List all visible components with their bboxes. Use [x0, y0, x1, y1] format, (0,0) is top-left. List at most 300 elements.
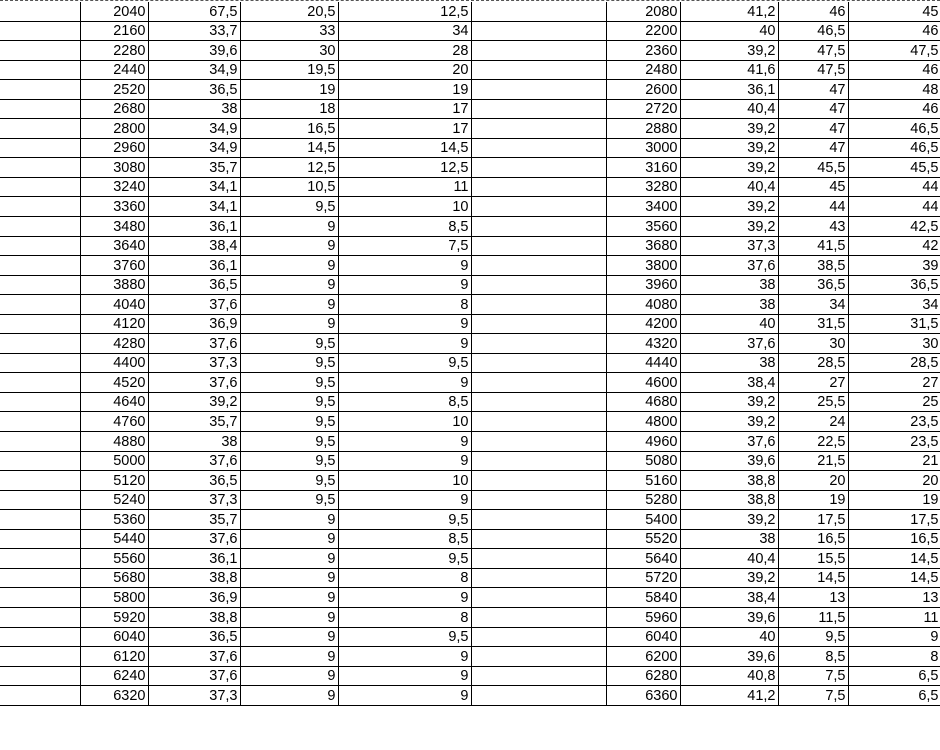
table-cell[interactable]: 28,5 [778, 353, 848, 373]
table-cell[interactable]: 37,6 [148, 295, 240, 315]
table-cell[interactable]: 4520 [80, 373, 148, 393]
table-cell[interactable]: 14,5 [778, 568, 848, 588]
table-cell[interactable]: 4440 [606, 353, 680, 373]
table-cell[interactable]: 10 [338, 471, 471, 491]
table-cell[interactable]: 38,4 [148, 236, 240, 256]
table-cell[interactable]: 5360 [80, 510, 148, 530]
table-cell[interactable]: 5840 [606, 588, 680, 608]
empty-cell[interactable] [0, 99, 80, 119]
table-cell[interactable]: 30 [240, 41, 338, 61]
empty-cell[interactable] [471, 177, 606, 197]
table-cell[interactable]: 38 [148, 99, 240, 119]
table-cell[interactable]: 22,5 [778, 432, 848, 452]
table-cell[interactable]: 9 [240, 588, 338, 608]
table-cell[interactable]: 39,6 [148, 41, 240, 61]
table-cell[interactable]: 9,5 [240, 353, 338, 373]
table-cell[interactable]: 17,5 [778, 510, 848, 530]
table-cell[interactable]: 9 [240, 666, 338, 686]
table-cell[interactable]: 44 [848, 177, 940, 197]
table-cell[interactable]: 3080 [80, 158, 148, 178]
table-cell[interactable]: 5920 [80, 607, 148, 627]
table-cell[interactable]: 38,4 [680, 588, 778, 608]
table-cell[interactable]: 12,5 [338, 158, 471, 178]
empty-cell[interactable] [0, 686, 80, 706]
table-cell[interactable]: 4680 [606, 392, 680, 412]
table-cell[interactable]: 27 [848, 373, 940, 393]
table-cell[interactable]: 10 [338, 412, 471, 432]
table-cell[interactable]: 9 [240, 295, 338, 315]
table-cell[interactable]: 47,5 [848, 41, 940, 61]
table-cell[interactable]: 13 [778, 588, 848, 608]
table-cell[interactable]: 9 [338, 451, 471, 471]
table-cell[interactable]: 47 [778, 119, 848, 139]
table-cell[interactable]: 9 [338, 666, 471, 686]
table-cell[interactable]: 9 [338, 686, 471, 706]
table-cell[interactable]: 6,5 [848, 666, 940, 686]
table-cell[interactable]: 3480 [80, 217, 148, 237]
table-cell[interactable]: 45,5 [848, 158, 940, 178]
empty-cell[interactable] [0, 373, 80, 393]
empty-cell[interactable] [471, 217, 606, 237]
table-cell[interactable]: 9,5 [338, 549, 471, 569]
table-cell[interactable]: 37,6 [148, 647, 240, 667]
table-cell[interactable]: 19 [240, 80, 338, 100]
table-cell[interactable]: 48 [848, 80, 940, 100]
empty-cell[interactable] [0, 334, 80, 354]
table-cell[interactable]: 36,1 [148, 217, 240, 237]
table-cell[interactable]: 3800 [606, 256, 680, 276]
empty-cell[interactable] [0, 295, 80, 315]
table-cell[interactable]: 12,5 [338, 2, 471, 21]
table-cell[interactable]: 28,5 [848, 353, 940, 373]
table-cell[interactable]: 9 [338, 256, 471, 276]
empty-cell[interactable] [0, 236, 80, 256]
table-cell[interactable]: 14,5 [338, 138, 471, 158]
table-cell[interactable]: 25 [848, 392, 940, 412]
empty-cell[interactable] [0, 177, 80, 197]
table-cell[interactable]: 45 [848, 2, 940, 21]
empty-cell[interactable] [471, 158, 606, 178]
table-cell[interactable]: 10,5 [240, 177, 338, 197]
table-cell[interactable]: 9 [338, 334, 471, 354]
table-cell[interactable]: 9,5 [240, 334, 338, 354]
table-cell[interactable]: 33 [240, 21, 338, 41]
table-cell[interactable]: 4880 [80, 432, 148, 452]
table-cell[interactable]: 9 [338, 373, 471, 393]
table-cell[interactable]: 8,5 [338, 529, 471, 549]
empty-cell[interactable] [471, 432, 606, 452]
table-cell[interactable]: 6200 [606, 647, 680, 667]
table-cell[interactable]: 39,2 [680, 510, 778, 530]
empty-cell[interactable] [0, 353, 80, 373]
table-cell[interactable]: 11 [848, 607, 940, 627]
table-cell[interactable]: 9,5 [240, 392, 338, 412]
table-cell[interactable]: 3680 [606, 236, 680, 256]
table-cell[interactable]: 36,5 [148, 80, 240, 100]
empty-cell[interactable] [0, 80, 80, 100]
table-cell[interactable]: 9,5 [240, 412, 338, 432]
table-cell[interactable]: 5080 [606, 451, 680, 471]
table-cell[interactable]: 4400 [80, 353, 148, 373]
table-cell[interactable]: 2720 [606, 99, 680, 119]
table-cell[interactable]: 8,5 [778, 647, 848, 667]
table-cell[interactable]: 5960 [606, 607, 680, 627]
table-cell[interactable]: 5120 [80, 471, 148, 491]
empty-cell[interactable] [0, 529, 80, 549]
table-cell[interactable]: 42,5 [848, 217, 940, 237]
table-cell[interactable]: 6040 [606, 627, 680, 647]
table-cell[interactable]: 14,5 [848, 568, 940, 588]
table-cell[interactable]: 5160 [606, 471, 680, 491]
empty-cell[interactable] [0, 607, 80, 627]
table-cell[interactable]: 39,2 [680, 138, 778, 158]
table-cell[interactable]: 6240 [80, 666, 148, 686]
empty-cell[interactable] [471, 60, 606, 80]
table-cell[interactable]: 2040 [80, 2, 148, 21]
table-cell[interactable]: 21 [848, 451, 940, 471]
empty-cell[interactable] [471, 666, 606, 686]
table-cell[interactable]: 31,5 [778, 314, 848, 334]
table-cell[interactable]: 7,5 [338, 236, 471, 256]
table-cell[interactable]: 37,6 [148, 529, 240, 549]
empty-cell[interactable] [0, 412, 80, 432]
empty-cell[interactable] [471, 119, 606, 139]
table-cell[interactable]: 34 [848, 295, 940, 315]
table-cell[interactable]: 4760 [80, 412, 148, 432]
table-cell[interactable]: 2960 [80, 138, 148, 158]
table-cell[interactable]: 20 [848, 471, 940, 491]
table-cell[interactable]: 7,5 [778, 686, 848, 706]
empty-cell[interactable] [0, 432, 80, 452]
table-cell[interactable]: 3400 [606, 197, 680, 217]
empty-cell[interactable] [0, 41, 80, 61]
table-cell[interactable]: 16,5 [240, 119, 338, 139]
table-cell[interactable]: 38 [680, 295, 778, 315]
table-cell[interactable]: 9,5 [338, 627, 471, 647]
table-cell[interactable]: 9 [240, 236, 338, 256]
table-cell[interactable]: 9,5 [338, 510, 471, 530]
table-cell[interactable]: 2800 [80, 119, 148, 139]
table-cell[interactable]: 36,5 [148, 275, 240, 295]
table-cell[interactable]: 2520 [80, 80, 148, 100]
table-cell[interactable]: 9,5 [240, 451, 338, 471]
empty-cell[interactable] [471, 647, 606, 667]
empty-cell[interactable] [0, 471, 80, 491]
table-cell[interactable]: 40 [680, 627, 778, 647]
table-cell[interactable]: 11 [338, 177, 471, 197]
table-cell[interactable]: 3960 [606, 275, 680, 295]
empty-cell[interactable] [0, 256, 80, 276]
empty-cell[interactable] [471, 686, 606, 706]
table-cell[interactable]: 39,2 [680, 217, 778, 237]
table-cell[interactable]: 39,6 [680, 607, 778, 627]
empty-cell[interactable] [0, 627, 80, 647]
empty-cell[interactable] [0, 60, 80, 80]
table-cell[interactable]: 9,5 [240, 471, 338, 491]
empty-cell[interactable] [0, 217, 80, 237]
empty-cell[interactable] [471, 275, 606, 295]
table-cell[interactable]: 39,2 [680, 119, 778, 139]
empty-cell[interactable] [0, 2, 80, 21]
empty-cell[interactable] [471, 490, 606, 510]
table-cell[interactable]: 5560 [80, 549, 148, 569]
empty-cell[interactable] [471, 392, 606, 412]
table-cell[interactable]: 6,5 [848, 686, 940, 706]
table-cell[interactable]: 17,5 [848, 510, 940, 530]
table-cell[interactable]: 5000 [80, 451, 148, 471]
table-cell[interactable]: 3160 [606, 158, 680, 178]
table-cell[interactable]: 40 [680, 21, 778, 41]
table-cell[interactable]: 2080 [606, 2, 680, 21]
table-cell[interactable]: 4200 [606, 314, 680, 334]
table-cell[interactable]: 9 [240, 275, 338, 295]
table-cell[interactable]: 33,7 [148, 21, 240, 41]
table-cell[interactable]: 9 [338, 314, 471, 334]
table-cell[interactable]: 8,5 [338, 217, 471, 237]
table-cell[interactable]: 38,8 [148, 607, 240, 627]
table-cell[interactable]: 9 [240, 647, 338, 667]
table-cell[interactable]: 9 [240, 510, 338, 530]
table-cell[interactable]: 37,3 [680, 236, 778, 256]
table-cell[interactable]: 38,4 [680, 373, 778, 393]
empty-cell[interactable] [0, 119, 80, 139]
table-cell[interactable]: 9 [338, 275, 471, 295]
table-cell[interactable]: 37,6 [680, 432, 778, 452]
table-cell[interactable]: 34 [778, 295, 848, 315]
table-cell[interactable]: 20 [778, 471, 848, 491]
table-cell[interactable]: 35,7 [148, 510, 240, 530]
table-cell[interactable]: 3760 [80, 256, 148, 276]
table-cell[interactable]: 18 [240, 99, 338, 119]
table-cell[interactable]: 39,2 [680, 392, 778, 412]
empty-cell[interactable] [471, 607, 606, 627]
table-cell[interactable]: 40,4 [680, 549, 778, 569]
table-cell[interactable]: 9,5 [338, 353, 471, 373]
table-cell[interactable]: 47 [778, 80, 848, 100]
table-cell[interactable]: 38 [680, 275, 778, 295]
table-cell[interactable]: 36,9 [148, 314, 240, 334]
table-cell[interactable]: 3880 [80, 275, 148, 295]
table-cell[interactable]: 36,5 [848, 275, 940, 295]
table-cell[interactable]: 14,5 [848, 549, 940, 569]
table-cell[interactable]: 47 [778, 138, 848, 158]
table-cell[interactable]: 36,9 [148, 588, 240, 608]
table-cell[interactable]: 8 [338, 607, 471, 627]
table-cell[interactable]: 39,2 [680, 568, 778, 588]
empty-cell[interactable] [0, 197, 80, 217]
table-cell[interactable]: 17 [338, 99, 471, 119]
table-cell[interactable]: 46 [848, 21, 940, 41]
table-cell[interactable]: 38 [148, 432, 240, 452]
table-cell[interactable]: 9 [240, 256, 338, 276]
table-cell[interactable]: 9 [240, 217, 338, 237]
table-cell[interactable]: 19 [338, 80, 471, 100]
empty-cell[interactable] [471, 451, 606, 471]
table-cell[interactable]: 4080 [606, 295, 680, 315]
table-cell[interactable]: 9 [240, 607, 338, 627]
table-cell[interactable]: 3640 [80, 236, 148, 256]
empty-cell[interactable] [471, 588, 606, 608]
empty-cell[interactable] [471, 80, 606, 100]
table-cell[interactable]: 4280 [80, 334, 148, 354]
table-cell[interactable]: 16,5 [778, 529, 848, 549]
table-cell[interactable]: 5640 [606, 549, 680, 569]
table-cell[interactable]: 9,5 [240, 373, 338, 393]
table-cell[interactable]: 39,6 [680, 647, 778, 667]
table-cell[interactable]: 6120 [80, 647, 148, 667]
table-cell[interactable]: 46,5 [848, 138, 940, 158]
table-cell[interactable]: 37,6 [148, 451, 240, 471]
table-cell[interactable]: 47,5 [778, 41, 848, 61]
table-cell[interactable]: 9 [338, 647, 471, 667]
table-cell[interactable]: 23,5 [848, 412, 940, 432]
table-cell[interactable]: 9 [240, 627, 338, 647]
table-cell[interactable]: 9,5 [240, 432, 338, 452]
table-cell[interactable]: 36,5 [778, 275, 848, 295]
table-cell[interactable]: 3560 [606, 217, 680, 237]
table-cell[interactable]: 9 [848, 627, 940, 647]
table-cell[interactable]: 36,5 [148, 471, 240, 491]
table-cell[interactable]: 5400 [606, 510, 680, 530]
table-cell[interactable]: 47 [778, 99, 848, 119]
table-cell[interactable]: 37,6 [680, 334, 778, 354]
empty-cell[interactable] [0, 21, 80, 41]
table-cell[interactable]: 5680 [80, 568, 148, 588]
table-cell[interactable]: 27 [778, 373, 848, 393]
table-cell[interactable]: 39 [848, 256, 940, 276]
empty-cell[interactable] [0, 666, 80, 686]
table-cell[interactable]: 15,5 [778, 549, 848, 569]
table-cell[interactable]: 41,6 [680, 60, 778, 80]
table-cell[interactable]: 5520 [606, 529, 680, 549]
table-cell[interactable]: 2600 [606, 80, 680, 100]
table-cell[interactable]: 3280 [606, 177, 680, 197]
table-cell[interactable]: 8,5 [338, 392, 471, 412]
table-cell[interactable]: 2680 [80, 99, 148, 119]
table-cell[interactable]: 2360 [606, 41, 680, 61]
table-cell[interactable]: 8 [338, 295, 471, 315]
table-cell[interactable]: 38 [680, 529, 778, 549]
empty-cell[interactable] [471, 412, 606, 432]
empty-cell[interactable] [0, 549, 80, 569]
table-cell[interactable]: 4640 [80, 392, 148, 412]
table-cell[interactable]: 35,7 [148, 158, 240, 178]
table-cell[interactable]: 19 [848, 490, 940, 510]
table-cell[interactable]: 36,1 [148, 549, 240, 569]
table-cell[interactable]: 5720 [606, 568, 680, 588]
table-cell[interactable]: 30 [848, 334, 940, 354]
table-cell[interactable]: 3360 [80, 197, 148, 217]
empty-cell[interactable] [0, 568, 80, 588]
table-cell[interactable]: 2480 [606, 60, 680, 80]
empty-cell[interactable] [0, 392, 80, 412]
table-cell[interactable]: 37,6 [680, 256, 778, 276]
table-cell[interactable]: 20 [338, 60, 471, 80]
empty-cell[interactable] [0, 138, 80, 158]
empty-cell[interactable] [0, 314, 80, 334]
table-cell[interactable]: 2280 [80, 41, 148, 61]
table-cell[interactable]: 34 [338, 21, 471, 41]
table-cell[interactable]: 45,5 [778, 158, 848, 178]
table-cell[interactable]: 42 [848, 236, 940, 256]
table-cell[interactable]: 19 [778, 490, 848, 510]
table-cell[interactable]: 38,8 [148, 568, 240, 588]
table-cell[interactable]: 34,1 [148, 177, 240, 197]
table-cell[interactable]: 34,9 [148, 60, 240, 80]
empty-cell[interactable] [0, 490, 80, 510]
table-cell[interactable]: 41,5 [778, 236, 848, 256]
table-cell[interactable]: 44 [778, 197, 848, 217]
table-cell[interactable]: 6360 [606, 686, 680, 706]
table-cell[interactable]: 37,3 [148, 353, 240, 373]
table-cell[interactable]: 46 [848, 99, 940, 119]
empty-cell[interactable] [471, 627, 606, 647]
table-cell[interactable]: 5800 [80, 588, 148, 608]
table-cell[interactable]: 9 [240, 686, 338, 706]
table-cell[interactable]: 37,6 [148, 373, 240, 393]
table-cell[interactable]: 13 [848, 588, 940, 608]
table-cell[interactable]: 40,8 [680, 666, 778, 686]
table-cell[interactable]: 9,5 [240, 197, 338, 217]
table-cell[interactable]: 8 [338, 568, 471, 588]
empty-cell[interactable] [471, 373, 606, 393]
table-cell[interactable]: 39,2 [680, 197, 778, 217]
table-cell[interactable]: 34,1 [148, 197, 240, 217]
table-cell[interactable]: 38 [680, 353, 778, 373]
table-cell[interactable]: 6320 [80, 686, 148, 706]
empty-cell[interactable] [471, 236, 606, 256]
table-cell[interactable]: 16,5 [848, 529, 940, 549]
table-cell[interactable]: 4040 [80, 295, 148, 315]
empty-cell[interactable] [471, 295, 606, 315]
empty-cell[interactable] [471, 471, 606, 491]
empty-cell[interactable] [0, 647, 80, 667]
table-cell[interactable]: 12,5 [240, 158, 338, 178]
table-cell[interactable]: 14,5 [240, 138, 338, 158]
empty-cell[interactable] [471, 334, 606, 354]
table-cell[interactable]: 44 [848, 197, 940, 217]
empty-cell[interactable] [471, 510, 606, 530]
table-cell[interactable]: 34,9 [148, 138, 240, 158]
table-cell[interactable]: 39,2 [148, 392, 240, 412]
table-cell[interactable]: 39,2 [680, 412, 778, 432]
table-cell[interactable]: 17 [338, 119, 471, 139]
empty-cell[interactable] [471, 568, 606, 588]
table-cell[interactable]: 37,6 [148, 334, 240, 354]
table-cell[interactable]: 4120 [80, 314, 148, 334]
empty-cell[interactable] [0, 588, 80, 608]
table-cell[interactable]: 9 [338, 588, 471, 608]
table-cell[interactable]: 4960 [606, 432, 680, 452]
table-cell[interactable]: 9 [240, 568, 338, 588]
empty-cell[interactable] [471, 314, 606, 334]
empty-cell[interactable] [471, 2, 606, 21]
empty-cell[interactable] [0, 158, 80, 178]
table-cell[interactable]: 38,8 [680, 471, 778, 491]
empty-cell[interactable] [471, 21, 606, 41]
table-cell[interactable]: 4320 [606, 334, 680, 354]
table-cell[interactable]: 9,5 [778, 627, 848, 647]
table-cell[interactable]: 30 [778, 334, 848, 354]
table-cell[interactable]: 36,1 [680, 80, 778, 100]
table-cell[interactable]: 6280 [606, 666, 680, 686]
table-cell[interactable]: 9 [240, 314, 338, 334]
table-cell[interactable]: 2160 [80, 21, 148, 41]
table-cell[interactable]: 40,4 [680, 99, 778, 119]
table-cell[interactable]: 2440 [80, 60, 148, 80]
empty-cell[interactable] [471, 197, 606, 217]
table-cell[interactable]: 6040 [80, 627, 148, 647]
